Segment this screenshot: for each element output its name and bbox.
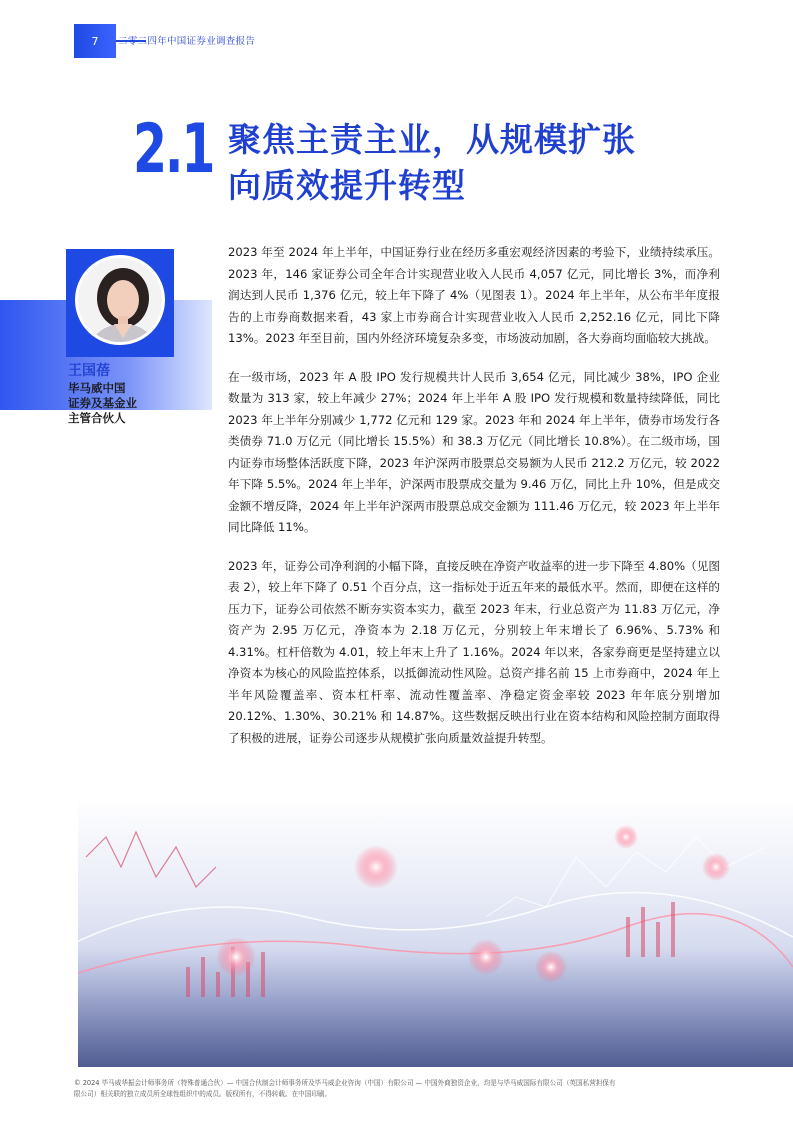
author-firm: 毕马威中国 xyxy=(68,381,126,395)
author-avatar xyxy=(75,255,165,345)
page-number: 7 xyxy=(74,24,116,58)
paragraph: 2023 年至 2024 年上半年，中国证券行业在经历多重宏观经济因素的考验下，业绩持续承压。2023 年，146 家证券公司全年合计实现营业收入人民币 4,057 亿元，同比增长 3%，而净利润达到人民币 1,376 亿元，较上年下降了 4%（见图表 1）。2024 年上半年，从公布半年度报告的上市券商数据来看，43 家上市券商合计实现营业收入人民币 2,252.16 亿元，同比下降 13%。2023 年至目前，国内外经济环境复杂多变，市场波动加剧，各大券商均面临较大挑战。 xyxy=(228,245,720,345)
section-title-line1: 聚焦主责主业，从规模扩张 xyxy=(228,120,636,159)
footer-line1: © 2024 毕马威华振会计师事务所（特殊普通合伙）— 中国合伙制会计师事务所及毕马威企业咨询（中国）有限公司 — 中国外商独资企业，均是与毕马威国际有限公司（英国私营担保有 xyxy=(74,1079,616,1087)
report-title: 二零二四年中国证券业调查报告 xyxy=(118,36,256,47)
author-practice: 证券及基金业 xyxy=(68,396,137,410)
article-body xyxy=(228,242,720,766)
banner-edge xyxy=(66,797,78,1067)
author-name: 王国蓓 xyxy=(68,363,110,379)
financial-chart-banner-image xyxy=(66,797,793,1067)
paragraph: 2023 年，证券公司净利润的小幅下降，直接反映在净资产收益率的进一步下降至 4.80%（见图表 2），较上年下降了 0.51 个百分点，这一指标处于近五年来的最低水平。然而，即便在这样的压力下，证券公司依然不断夯实资本实力，截至 2023 年末，行业总资产为 11.83 万亿元，净资产为 2.95 万亿元，净资本为 2.18 万亿元，分别较上年末增长了 6.96%、5.73% 和 4.31%。杠杆倍数为 4.01，较上年末上升了 1.16%。2024 年以来，各家券商更是坚持建立以净资本为核心的风险监控体系，以抵御流动性风险。总资产排名前 15 上市券商中，2024 年上半年风险覆盖率、资本杠杆率、流动性覆盖率、净稳定资金率较 2023 年年底分别增加 20.12%、1.30%、30.21% 和 14.87%。这些数据反映出行业在资本结构和风险控制方面取得了积极的进展，证券公司逐步从规模扩张向质量效益提升转型。 xyxy=(228,558,720,745)
section-title-line2: 向质效提升转型 xyxy=(228,166,466,205)
section-title xyxy=(228,117,748,209)
section-number: 2.1 xyxy=(133,110,214,189)
author-role xyxy=(68,381,137,426)
author-title: 主管合伙人 xyxy=(68,411,126,425)
paragraph: 在一级市场，2023 年 A 股 IPO 发行规模共计人民币 3,654 亿元，同比减少 38%，IPO 企业数量为 313 家，较上年减少 27%；2024 年上半年 A 股 IPO 发行规模和数量持续降低，同比 2023 年上半年分别减少 1,772 亿元和 129 家。2023 年和 2024 年上半年，债券市场发行各类债券 71.0 万亿元（同比增长 15.5%）和 38.3 万亿元（同比增长 10.8%）。在二级市场，国内证券市场整体活跃度下降，2023 年沪深两市股票总交易额为人民币 212.2 万亿元，较 2022 年下降 5.5%。2024 年上半年，沪深两市股票成交量为 9.46 万亿，同比上升 10%，但是成交金额不增反降，2024 年上半年沪深两市股票总成交金额为 111.46 万亿元，较 2023 年上半年同比降低 11%。 xyxy=(228,369,720,534)
copyright-footer xyxy=(74,1078,724,1100)
footer-line2: 限公司）相关联的独立成员所全球性组织中的成员。版权所有，不得转载。在中国印刷。 xyxy=(74,1090,332,1098)
